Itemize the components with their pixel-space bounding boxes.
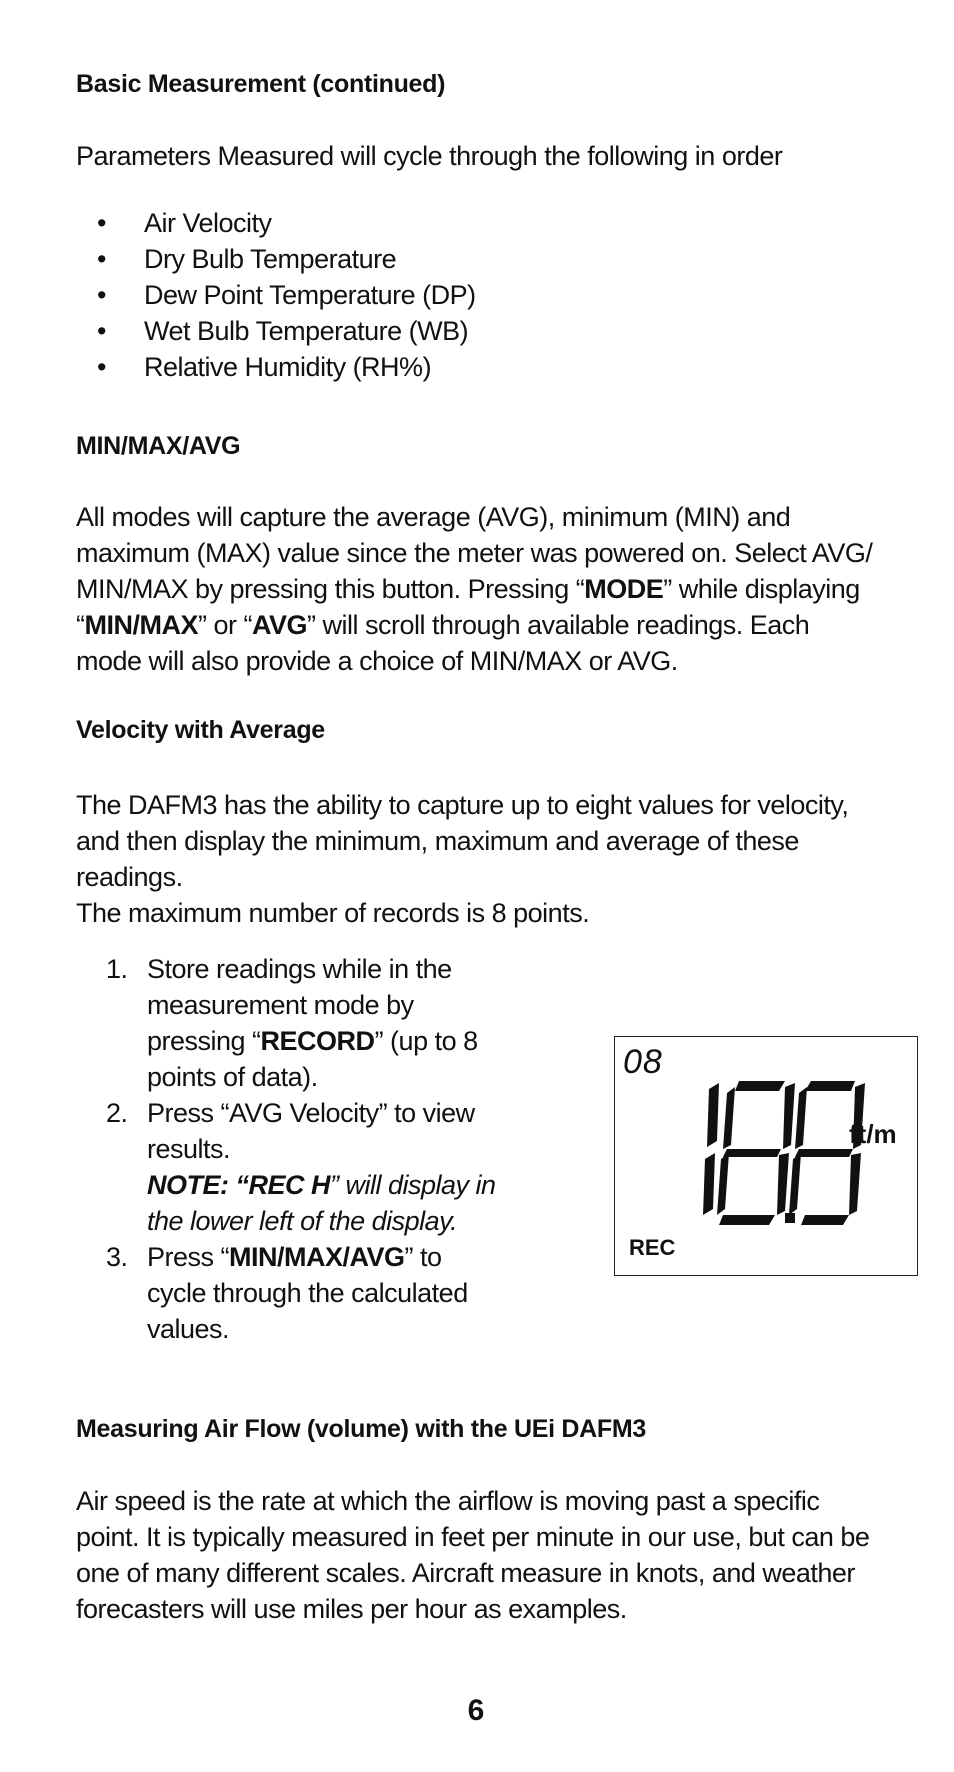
decimal-point: [785, 1213, 795, 1223]
record-count-readout: 08: [623, 1043, 663, 1081]
digit-eight-right: [789, 1081, 865, 1225]
velocity-steps: [106, 951, 506, 1347]
list-item: • Dry Bulb Temperature: [120, 241, 476, 277]
page-number: 6: [467, 1694, 485, 1727]
digit-eight-left: [717, 1081, 795, 1225]
air-flow-heading: Measuring Air Flow (volume) with the UEi DAFM3: [76, 1415, 647, 1443]
air-speed-paragraph: Air speed is the rate at which the airflow is moving past a specific point. It is typically measured in feet per minute in our use, but can be one of many different scales. Aircraft measure in knots, and weather forecasters will use miles per hour as examples.: [76, 1486, 870, 1624]
list-item: • Relative Humidity (RH%): [120, 349, 476, 385]
step-item: 3. Press “MIN/MAX/AVG” to cycle through the calculated values.: [106, 1242, 468, 1344]
minmaxavg-heading: MIN/MAX/AVG: [76, 432, 241, 460]
unit-label: ft/m: [849, 1119, 897, 1149]
parameters-intro: Parameters Measured will cycle through the following in order: [76, 141, 783, 171]
list-item: • Air Velocity: [120, 205, 476, 241]
basic-measurement-heading: Basic Measurement (continued): [76, 70, 446, 98]
digit-one: [703, 1083, 719, 1215]
rec-indicator: REC: [629, 1235, 676, 1260]
step-item: 2. Press “AVG Velocity” to view results. NOTE: “REC H” will display in the lower left of the display.: [106, 1098, 496, 1236]
list-item: • Dew Point Temperature (DP): [120, 277, 476, 313]
list-item: • Wet Bulb Temperature (WB): [120, 313, 476, 349]
rec-h-note: NOTE: “REC H” will display in the lower left of the display.: [147, 1170, 496, 1236]
step-item: 1. Store readings while in the measurement mode by pressing “RECORD” (up to 8 points of data).: [106, 954, 478, 1092]
minmaxavg-paragraph: All modes will capture the average (AVG), minimum (MIN) and maximum (MAX) value since the meter was powered on. Select AVG/ MIN/MAX by pressing this button. Pressing “MODE” while displaying “MIN/MAX” or “AVG” will scroll through available readings. Each mode will also provide a choice of MIN/MAX or AVG.: [76, 502, 873, 676]
velocity-paragraph: The DAFM3 has the ability to capture up to eight values for velocity, and then display the minimum, maximum and average of these readings.: [76, 790, 849, 892]
velocity-average-heading: Velocity with Average: [76, 716, 325, 744]
lcd-display-illustration: [614, 1036, 918, 1276]
max-records-text: The maximum number of records is 8 points.: [76, 898, 590, 928]
parameter-list: [120, 205, 476, 385]
